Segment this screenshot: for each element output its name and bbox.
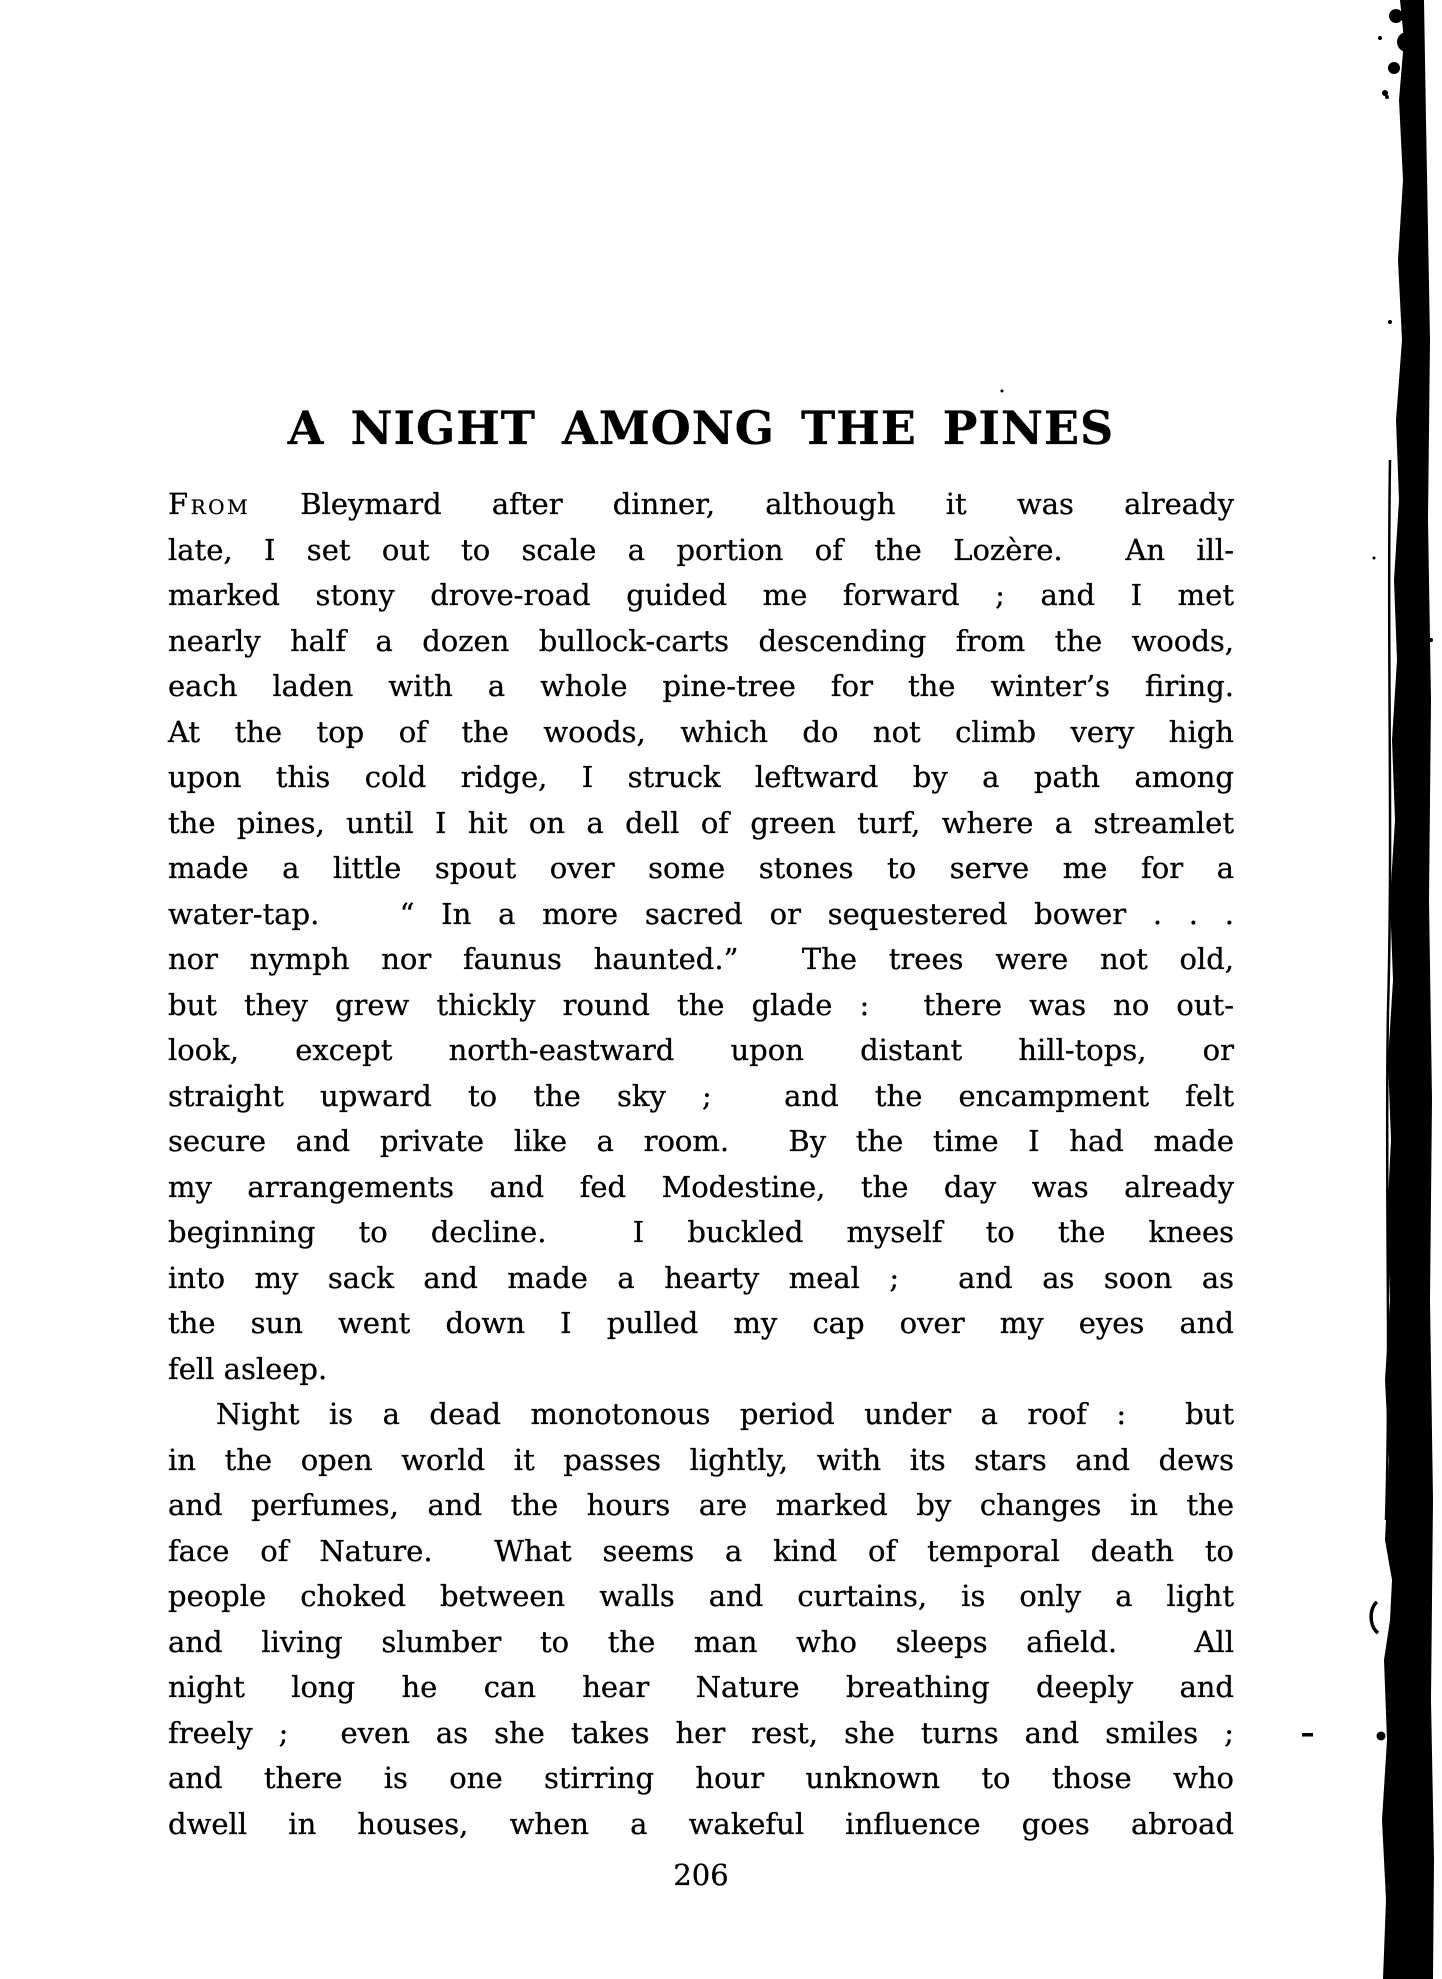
text-line: secure and private like a room. By the time I had made [168,1124,1234,1158]
text-line: nearly half a dozen bullock-carts descending from the woods, [168,623,1234,658]
text-line: each laden with a whole pine-tree for the winter’s firing. [168,669,1234,703]
text-line: upon this cold ridge, I struck leftward by a path among [168,760,1234,794]
text-line: face of Nature. What seems a kind of temporal death to [168,1533,1234,1568]
text-line: look, except north-eastward upon distant hill-tops, or [168,1033,1234,1067]
text-line: Night is a dead monotonous period under a roof : but [216,1397,1234,1431]
text-line: From Bleymard after dinner, although it was already [168,487,1234,521]
text-line: night long he can hear Nature breathing deeply and [168,1670,1234,1704]
text-line: into my sack and made a hearty meal ; and as soon as [168,1260,1234,1295]
text-line: but they grew thickly round the glade : there was no out- [168,987,1234,1022]
text-line: my arrangements and fed Modestine, the day was already [168,1169,1234,1204]
text-line: the pines, until I hit on a dell of green turf, where a streamlet [168,805,1234,840]
text-line: dwell in houses, when a wakeful influence goes abroad [168,1806,1234,1841]
text-line: marked stony drove-road guided me forward ; and I met [168,578,1234,612]
text-line: people choked between walls and curtains, is only a light [168,1579,1234,1613]
text-line: fell asleep. [168,1351,328,1386]
text-line: beginning to decline. I buckled myself to the knees [168,1215,1234,1249]
text-line: and there is one stirring hour unknown to those who [168,1761,1234,1795]
chapter-title: A NIGHT AMONG THE PINES [287,400,1115,455]
body-text [168,482,1234,1847]
text-line: straight upward to the sky ; and the encampment felt [168,1078,1234,1113]
text-line: in the open world it passes lightly, with its stars and dews [168,1442,1234,1477]
text-line: made a little spout over some stones to serve me for a [168,851,1234,885]
text-line: the sun went down I pulled my cap over my eyes and [168,1306,1234,1340]
text-line: nor nymph nor faunus haunted.” The trees were not old, [168,942,1234,976]
text-line: water-tap. “ In a more sacred or sequestered bower . . . [168,896,1234,931]
text-line: freely ; even as she takes her rest, she turns and smiles ; [168,1715,1234,1750]
small-caps-lead: From [168,487,251,521]
text-line: and living slumber to the man who sleeps afield. All [168,1624,1234,1659]
text-line: At the top of the woods, which do not climb very high [168,714,1234,749]
text-line: late, I set out to scale a portion of the Lozère. An ill- [168,532,1234,567]
page-number: 206 [673,1858,729,1892]
text-line: and perfumes, and the hours are marked by changes in the [168,1488,1234,1522]
